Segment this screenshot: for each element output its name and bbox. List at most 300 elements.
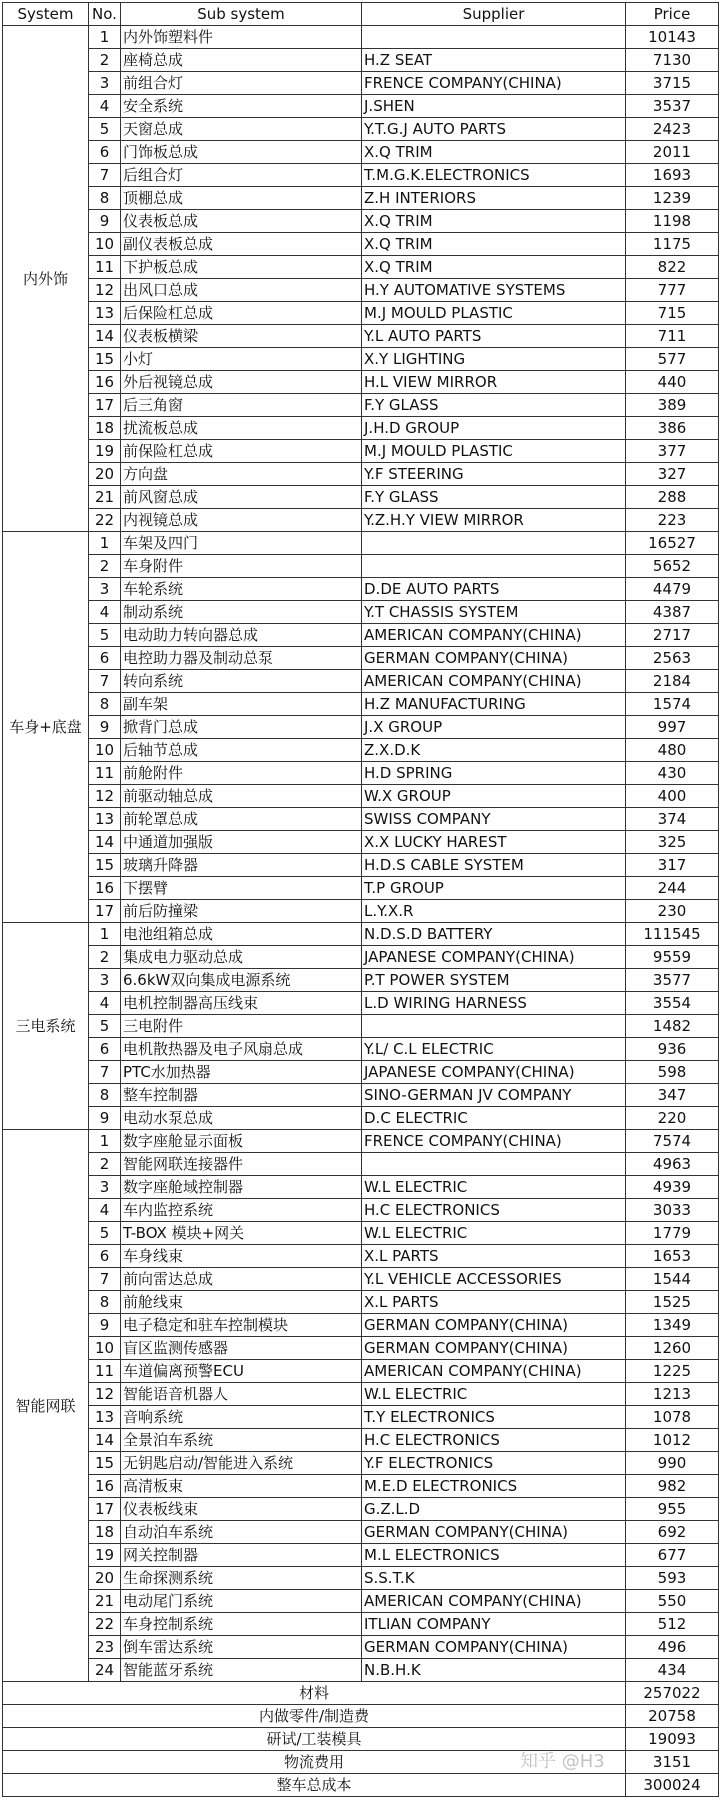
price-cell: 1198 bbox=[626, 210, 719, 233]
supplier-cell: Z.X.D.K bbox=[362, 739, 626, 762]
subsystem-cell: 电机散热器及电子风扇总成 bbox=[121, 1038, 362, 1061]
table-row bbox=[3, 1222, 719, 1245]
system-cell: 内外饰 bbox=[3, 26, 89, 532]
table-row bbox=[3, 946, 719, 969]
supplier-cell: X.X LUCKY HAREST bbox=[362, 831, 626, 854]
row-number-cell: 1 bbox=[89, 532, 121, 555]
row-number-cell: 13 bbox=[89, 1406, 121, 1429]
summary-value: 300024 bbox=[626, 1774, 719, 1797]
supplier-cell: W.X GROUP bbox=[362, 785, 626, 808]
row-number-cell: 6 bbox=[89, 647, 121, 670]
row-number-cell: 15 bbox=[89, 1452, 121, 1475]
price-cell: 480 bbox=[626, 739, 719, 762]
table-row bbox=[3, 1061, 719, 1084]
price-cell: 389 bbox=[626, 394, 719, 417]
price-cell: 1175 bbox=[626, 233, 719, 256]
subsystem-cell: 前组合灯 bbox=[121, 72, 362, 95]
subsystem-cell: 前轮罩总成 bbox=[121, 808, 362, 831]
price-cell: 7574 bbox=[626, 1130, 719, 1153]
price-cell: 16527 bbox=[626, 532, 719, 555]
supplier-cell: F.Y GLASS bbox=[362, 394, 626, 417]
row-number-cell: 9 bbox=[89, 210, 121, 233]
subsystem-cell: 生命探测系统 bbox=[121, 1567, 362, 1590]
row-number-cell: 10 bbox=[89, 739, 121, 762]
subsystem-cell: 自动泊车系统 bbox=[121, 1521, 362, 1544]
row-number-cell: 21 bbox=[89, 1590, 121, 1613]
table-row bbox=[3, 49, 719, 72]
price-cell: 1544 bbox=[626, 1268, 719, 1291]
subsystem-cell: 门饰板总成 bbox=[121, 141, 362, 164]
supplier-cell: GERMAN COMPANY(CHINA) bbox=[362, 1521, 626, 1544]
row-number-cell: 6 bbox=[89, 1245, 121, 1268]
subsystem-cell: 车内监控系统 bbox=[121, 1199, 362, 1222]
subsystem-cell: 倒车雷达系统 bbox=[121, 1636, 362, 1659]
supplier-cell: N.D.S.D BATTERY bbox=[362, 923, 626, 946]
summary-row bbox=[3, 1728, 719, 1751]
supplier-cell: J.SHEN bbox=[362, 95, 626, 118]
price-cell: 1693 bbox=[626, 164, 719, 187]
price-cell: 220 bbox=[626, 1107, 719, 1130]
table-row bbox=[3, 302, 719, 325]
supplier-cell bbox=[362, 26, 626, 49]
price-cell: 1482 bbox=[626, 1015, 719, 1038]
supplier-cell: W.L ELECTRIC bbox=[362, 1383, 626, 1406]
subsystem-cell: 内视镜总成 bbox=[121, 509, 362, 532]
table-row bbox=[3, 647, 719, 670]
supplier-cell: X.L PARTS bbox=[362, 1291, 626, 1314]
system-cell: 车身+底盘 bbox=[3, 532, 89, 923]
supplier-cell: GERMAN COMPANY(CHINA) bbox=[362, 1337, 626, 1360]
supplier-cell: J.H.D GROUP bbox=[362, 417, 626, 440]
table-row bbox=[3, 1521, 719, 1544]
price-cell: 4387 bbox=[626, 601, 719, 624]
subsystem-cell: 安全系统 bbox=[121, 95, 362, 118]
supplier-cell: T.Y ELECTRONICS bbox=[362, 1406, 626, 1429]
price-cell: 327 bbox=[626, 463, 719, 486]
subsystem-cell: 电池组箱总成 bbox=[121, 923, 362, 946]
price-cell: 990 bbox=[626, 1452, 719, 1475]
supplier-cell: Y.L AUTO PARTS bbox=[362, 325, 626, 348]
table-row bbox=[3, 1383, 719, 1406]
subsystem-cell: 三电附件 bbox=[121, 1015, 362, 1038]
supplier-cell: N.B.H.K bbox=[362, 1659, 626, 1682]
supplier-cell bbox=[362, 555, 626, 578]
header-no: No. bbox=[89, 3, 121, 26]
header-row bbox=[3, 3, 719, 26]
row-number-cell: 12 bbox=[89, 1383, 121, 1406]
subsystem-cell: 盲区监测传感器 bbox=[121, 1337, 362, 1360]
row-number-cell: 9 bbox=[89, 1107, 121, 1130]
supplier-cell bbox=[362, 1015, 626, 1038]
subsystem-cell: 车身附件 bbox=[121, 555, 362, 578]
table-row bbox=[3, 187, 719, 210]
supplier-cell: S.S.T.K bbox=[362, 1567, 626, 1590]
price-cell: 4479 bbox=[626, 578, 719, 601]
system-cell: 智能网联 bbox=[3, 1130, 89, 1682]
price-cell: 3033 bbox=[626, 1199, 719, 1222]
table-row bbox=[3, 440, 719, 463]
table-row bbox=[3, 1360, 719, 1383]
row-number-cell: 7 bbox=[89, 1268, 121, 1291]
supplier-cell: M.L ELECTRONICS bbox=[362, 1544, 626, 1567]
supplier-cell: Y.T CHASSIS SYSTEM bbox=[362, 601, 626, 624]
table-row bbox=[3, 1452, 719, 1475]
row-number-cell: 24 bbox=[89, 1659, 121, 1682]
price-cell: 111545 bbox=[626, 923, 719, 946]
subsystem-cell: 外后视镜总成 bbox=[121, 371, 362, 394]
row-number-cell: 2 bbox=[89, 49, 121, 72]
bom-body bbox=[3, 26, 719, 1797]
table-row bbox=[3, 486, 719, 509]
row-number-cell: 11 bbox=[89, 256, 121, 279]
table-row bbox=[3, 1176, 719, 1199]
table-row bbox=[3, 716, 719, 739]
price-cell: 692 bbox=[626, 1521, 719, 1544]
table-row bbox=[3, 26, 719, 49]
price-cell: 550 bbox=[626, 1590, 719, 1613]
price-cell: 223 bbox=[626, 509, 719, 532]
row-number-cell: 18 bbox=[89, 1521, 121, 1544]
price-cell: 1349 bbox=[626, 1314, 719, 1337]
price-cell: 711 bbox=[626, 325, 719, 348]
table-row bbox=[3, 992, 719, 1015]
table-row bbox=[3, 1130, 719, 1153]
table-row bbox=[3, 900, 719, 923]
table-row bbox=[3, 1337, 719, 1360]
table-row bbox=[3, 601, 719, 624]
table-row bbox=[3, 923, 719, 946]
table-row bbox=[3, 348, 719, 371]
supplier-cell bbox=[362, 1153, 626, 1176]
table-row bbox=[3, 95, 719, 118]
supplier-cell: Y.Z.H.Y VIEW MIRROR bbox=[362, 509, 626, 532]
row-number-cell: 5 bbox=[89, 118, 121, 141]
row-number-cell: 5 bbox=[89, 1222, 121, 1245]
table-row bbox=[3, 578, 719, 601]
supplier-cell: X.Q TRIM bbox=[362, 256, 626, 279]
table-row bbox=[3, 509, 719, 532]
header-subsystem: Sub system bbox=[121, 3, 362, 26]
subsystem-cell: 座椅总成 bbox=[121, 49, 362, 72]
price-cell: 777 bbox=[626, 279, 719, 302]
subsystem-cell: 前向雷达总成 bbox=[121, 1268, 362, 1291]
price-cell: 955 bbox=[626, 1498, 719, 1521]
price-cell: 3577 bbox=[626, 969, 719, 992]
supplier-cell: X.Q TRIM bbox=[362, 210, 626, 233]
table-row bbox=[3, 256, 719, 279]
row-number-cell: 23 bbox=[89, 1636, 121, 1659]
summary-value: 19093 bbox=[626, 1728, 719, 1751]
subsystem-cell: 电机控制器高压线束 bbox=[121, 992, 362, 1015]
table-row bbox=[3, 1475, 719, 1498]
row-number-cell: 16 bbox=[89, 877, 121, 900]
supplier-cell: X.Y LIGHTING bbox=[362, 348, 626, 371]
row-number-cell: 14 bbox=[89, 325, 121, 348]
supplier-cell: AMERICAN COMPANY(CHINA) bbox=[362, 624, 626, 647]
table-row bbox=[3, 854, 719, 877]
price-cell: 982 bbox=[626, 1475, 719, 1498]
table-row bbox=[3, 532, 719, 555]
supplier-cell: ITLIAN COMPANY bbox=[362, 1613, 626, 1636]
supplier-cell: H.C ELECTRONICS bbox=[362, 1199, 626, 1222]
row-number-cell: 4 bbox=[89, 992, 121, 1015]
table-row bbox=[3, 210, 719, 233]
row-number-cell: 4 bbox=[89, 95, 121, 118]
price-cell: 2423 bbox=[626, 118, 719, 141]
subsystem-cell: 网关控制器 bbox=[121, 1544, 362, 1567]
subsystem-cell: 顶棚总成 bbox=[121, 187, 362, 210]
row-number-cell: 17 bbox=[89, 900, 121, 923]
price-cell: 2011 bbox=[626, 141, 719, 164]
row-number-cell: 20 bbox=[89, 1567, 121, 1590]
summary-label: 研试/工装模具 bbox=[3, 1728, 626, 1751]
price-cell: 598 bbox=[626, 1061, 719, 1084]
row-number-cell: 5 bbox=[89, 1015, 121, 1038]
row-number-cell: 3 bbox=[89, 72, 121, 95]
subsystem-cell: 集成电力驱动总成 bbox=[121, 946, 362, 969]
price-cell: 230 bbox=[626, 900, 719, 923]
subsystem-cell: 无钥匙启动/智能进入系统 bbox=[121, 1452, 362, 1475]
price-cell: 440 bbox=[626, 371, 719, 394]
supplier-cell: D.DE AUTO PARTS bbox=[362, 578, 626, 601]
price-cell: 2717 bbox=[626, 624, 719, 647]
summary-label: 材料 bbox=[3, 1682, 626, 1705]
supplier-cell: T.M.G.K.ELECTRONICS bbox=[362, 164, 626, 187]
table-row bbox=[3, 1199, 719, 1222]
subsystem-cell: 智能语音机器人 bbox=[121, 1383, 362, 1406]
supplier-cell: AMERICAN COMPANY(CHINA) bbox=[362, 1360, 626, 1383]
supplier-cell: X.Q TRIM bbox=[362, 141, 626, 164]
row-number-cell: 7 bbox=[89, 164, 121, 187]
supplier-cell: H.D.S CABLE SYSTEM bbox=[362, 854, 626, 877]
row-number-cell: 22 bbox=[89, 1613, 121, 1636]
row-number-cell: 9 bbox=[89, 1314, 121, 1337]
price-cell: 1779 bbox=[626, 1222, 719, 1245]
price-cell: 244 bbox=[626, 877, 719, 900]
price-cell: 3715 bbox=[626, 72, 719, 95]
table-row bbox=[3, 72, 719, 95]
supplier-cell: X.L PARTS bbox=[362, 1245, 626, 1268]
subsystem-cell: 中通道加强版 bbox=[121, 831, 362, 854]
row-number-cell: 15 bbox=[89, 348, 121, 371]
subsystem-cell: 车轮系统 bbox=[121, 578, 362, 601]
row-number-cell: 7 bbox=[89, 670, 121, 693]
table-row bbox=[3, 555, 719, 578]
row-number-cell: 3 bbox=[89, 578, 121, 601]
price-cell: 2563 bbox=[626, 647, 719, 670]
row-number-cell: 19 bbox=[89, 440, 121, 463]
table-row bbox=[3, 279, 719, 302]
price-cell: 512 bbox=[626, 1613, 719, 1636]
row-number-cell: 16 bbox=[89, 371, 121, 394]
supplier-cell: X.Q TRIM bbox=[362, 233, 626, 256]
table-row bbox=[3, 1153, 719, 1176]
supplier-cell: M.J MOULD PLASTIC bbox=[362, 440, 626, 463]
price-cell: 1213 bbox=[626, 1383, 719, 1406]
subsystem-cell: 下护板总成 bbox=[121, 256, 362, 279]
summary-value: 3151 bbox=[626, 1751, 719, 1774]
subsystem-cell: 电动助力转向器总成 bbox=[121, 624, 362, 647]
row-number-cell: 7 bbox=[89, 1061, 121, 1084]
header-price: Price bbox=[626, 3, 719, 26]
table-row bbox=[3, 785, 719, 808]
row-number-cell: 3 bbox=[89, 969, 121, 992]
subsystem-cell: 前后防撞梁 bbox=[121, 900, 362, 923]
row-number-cell: 13 bbox=[89, 302, 121, 325]
table-row bbox=[3, 233, 719, 256]
table-row bbox=[3, 371, 719, 394]
table-row bbox=[3, 1245, 719, 1268]
table-row bbox=[3, 877, 719, 900]
price-cell: 1078 bbox=[626, 1406, 719, 1429]
row-number-cell: 12 bbox=[89, 785, 121, 808]
row-number-cell: 10 bbox=[89, 233, 121, 256]
price-cell: 3554 bbox=[626, 992, 719, 1015]
price-cell: 496 bbox=[626, 1636, 719, 1659]
table-row bbox=[3, 1291, 719, 1314]
price-cell: 822 bbox=[626, 256, 719, 279]
row-number-cell: 20 bbox=[89, 463, 121, 486]
table-row bbox=[3, 670, 719, 693]
supplier-cell: H.Y AUTOMATIVE SYSTEMS bbox=[362, 279, 626, 302]
subsystem-cell: 数字座舱显示面板 bbox=[121, 1130, 362, 1153]
supplier-cell: P.T POWER SYSTEM bbox=[362, 969, 626, 992]
table-row bbox=[3, 325, 719, 348]
row-number-cell: 8 bbox=[89, 693, 121, 716]
summary-value: 20758 bbox=[626, 1705, 719, 1728]
row-number-cell: 14 bbox=[89, 1429, 121, 1452]
supplier-cell: Y.L VEHICLE ACCESSORIES bbox=[362, 1268, 626, 1291]
subsystem-cell: 电控助力器及制动总泵 bbox=[121, 647, 362, 670]
subsystem-cell: 方向盘 bbox=[121, 463, 362, 486]
price-cell: 1574 bbox=[626, 693, 719, 716]
table-row bbox=[3, 118, 719, 141]
table-row bbox=[3, 463, 719, 486]
supplier-cell: T.P GROUP bbox=[362, 877, 626, 900]
row-number-cell: 9 bbox=[89, 716, 121, 739]
summary-label: 整车总成本 bbox=[3, 1774, 626, 1797]
subsystem-cell: 掀背门总成 bbox=[121, 716, 362, 739]
supplier-cell: H.D SPRING bbox=[362, 762, 626, 785]
summary-row bbox=[3, 1751, 719, 1774]
table-row bbox=[3, 1636, 719, 1659]
subsystem-cell: 后组合灯 bbox=[121, 164, 362, 187]
table-row bbox=[3, 1498, 719, 1521]
row-number-cell: 8 bbox=[89, 1291, 121, 1314]
supplier-cell: F.Y GLASS bbox=[362, 486, 626, 509]
supplier-cell: AMERICAN COMPANY(CHINA) bbox=[362, 670, 626, 693]
price-cell: 1260 bbox=[626, 1337, 719, 1360]
subsystem-cell: T-BOX 模块+网关 bbox=[121, 1222, 362, 1245]
supplier-cell bbox=[362, 532, 626, 555]
price-cell: 593 bbox=[626, 1567, 719, 1590]
row-number-cell: 12 bbox=[89, 279, 121, 302]
subsystem-cell: 车身控制系统 bbox=[121, 1613, 362, 1636]
subsystem-cell: 转向系统 bbox=[121, 670, 362, 693]
supplier-cell: GERMAN COMPANY(CHINA) bbox=[362, 1636, 626, 1659]
table-row bbox=[3, 141, 719, 164]
header-system: System bbox=[3, 3, 89, 26]
price-cell: 3537 bbox=[626, 95, 719, 118]
supplier-cell: G.Z.L.D bbox=[362, 1498, 626, 1521]
summary-label: 内做零件/制造费 bbox=[3, 1705, 626, 1728]
subsystem-cell: 音响系统 bbox=[121, 1406, 362, 1429]
subsystem-cell: 仪表板横梁 bbox=[121, 325, 362, 348]
row-number-cell: 1 bbox=[89, 1130, 121, 1153]
row-number-cell: 4 bbox=[89, 1199, 121, 1222]
subsystem-cell: 电动水泵总成 bbox=[121, 1107, 362, 1130]
subsystem-cell: 车道偏离预警ECU bbox=[121, 1360, 362, 1383]
table-row bbox=[3, 831, 719, 854]
supplier-cell: H.C ELECTRONICS bbox=[362, 1429, 626, 1452]
row-number-cell: 5 bbox=[89, 624, 121, 647]
subsystem-cell: 6.6kW双向集成电源系统 bbox=[121, 969, 362, 992]
subsystem-cell: 下摆臂 bbox=[121, 877, 362, 900]
subsystem-cell: 前驱动轴总成 bbox=[121, 785, 362, 808]
price-cell: 288 bbox=[626, 486, 719, 509]
price-cell: 347 bbox=[626, 1084, 719, 1107]
subsystem-cell: 仪表板线束 bbox=[121, 1498, 362, 1521]
row-number-cell: 21 bbox=[89, 486, 121, 509]
price-cell: 434 bbox=[626, 1659, 719, 1682]
subsystem-cell: PTC水加热器 bbox=[121, 1061, 362, 1084]
price-cell: 4963 bbox=[626, 1153, 719, 1176]
supplier-cell: D.C ELECTRIC bbox=[362, 1107, 626, 1130]
table-row bbox=[3, 1314, 719, 1337]
subsystem-cell: 智能网联连接器件 bbox=[121, 1153, 362, 1176]
subsystem-cell: 电动尾门系统 bbox=[121, 1590, 362, 1613]
row-number-cell: 16 bbox=[89, 1475, 121, 1498]
price-cell: 2184 bbox=[626, 670, 719, 693]
price-cell: 386 bbox=[626, 417, 719, 440]
table-row bbox=[3, 1038, 719, 1061]
supplier-cell: Y.F STEERING bbox=[362, 463, 626, 486]
subsystem-cell: 内外饰塑料件 bbox=[121, 26, 362, 49]
subsystem-cell: 副仪表板总成 bbox=[121, 233, 362, 256]
supplier-cell: H.L VIEW MIRROR bbox=[362, 371, 626, 394]
row-number-cell: 11 bbox=[89, 762, 121, 785]
supplier-cell: FRENCE COMPANY(CHINA) bbox=[362, 1130, 626, 1153]
price-cell: 1012 bbox=[626, 1429, 719, 1452]
subsystem-cell: 天窗总成 bbox=[121, 118, 362, 141]
table-row bbox=[3, 624, 719, 647]
supplier-cell: AMERICAN COMPANY(CHINA) bbox=[362, 1590, 626, 1613]
supplier-cell: SINO-GERMAN JV COMPANY bbox=[362, 1084, 626, 1107]
subsystem-cell: 副车架 bbox=[121, 693, 362, 716]
row-number-cell: 3 bbox=[89, 1176, 121, 1199]
supplier-cell: J.X GROUP bbox=[362, 716, 626, 739]
row-number-cell: 19 bbox=[89, 1544, 121, 1567]
summary-row bbox=[3, 1705, 719, 1728]
subsystem-cell: 高清板束 bbox=[121, 1475, 362, 1498]
table-row bbox=[3, 1268, 719, 1291]
table-row bbox=[3, 1544, 719, 1567]
subsystem-cell: 前舱附件 bbox=[121, 762, 362, 785]
row-number-cell: 4 bbox=[89, 601, 121, 624]
watermark: 知乎 @H3 bbox=[520, 1751, 605, 1772]
supplier-cell: GERMAN COMPANY(CHINA) bbox=[362, 647, 626, 670]
price-cell: 10143 bbox=[626, 26, 719, 49]
supplier-cell: Y.F ELECTRONICS bbox=[362, 1452, 626, 1475]
row-number-cell: 10 bbox=[89, 1337, 121, 1360]
row-number-cell: 15 bbox=[89, 854, 121, 877]
table-row bbox=[3, 1659, 719, 1682]
subsystem-cell: 制动系统 bbox=[121, 601, 362, 624]
price-cell: 1525 bbox=[626, 1291, 719, 1314]
supplier-cell: Y.L/ C.L ELECTRIC bbox=[362, 1038, 626, 1061]
subsystem-cell: 数字座舱域控制器 bbox=[121, 1176, 362, 1199]
price-cell: 1653 bbox=[626, 1245, 719, 1268]
